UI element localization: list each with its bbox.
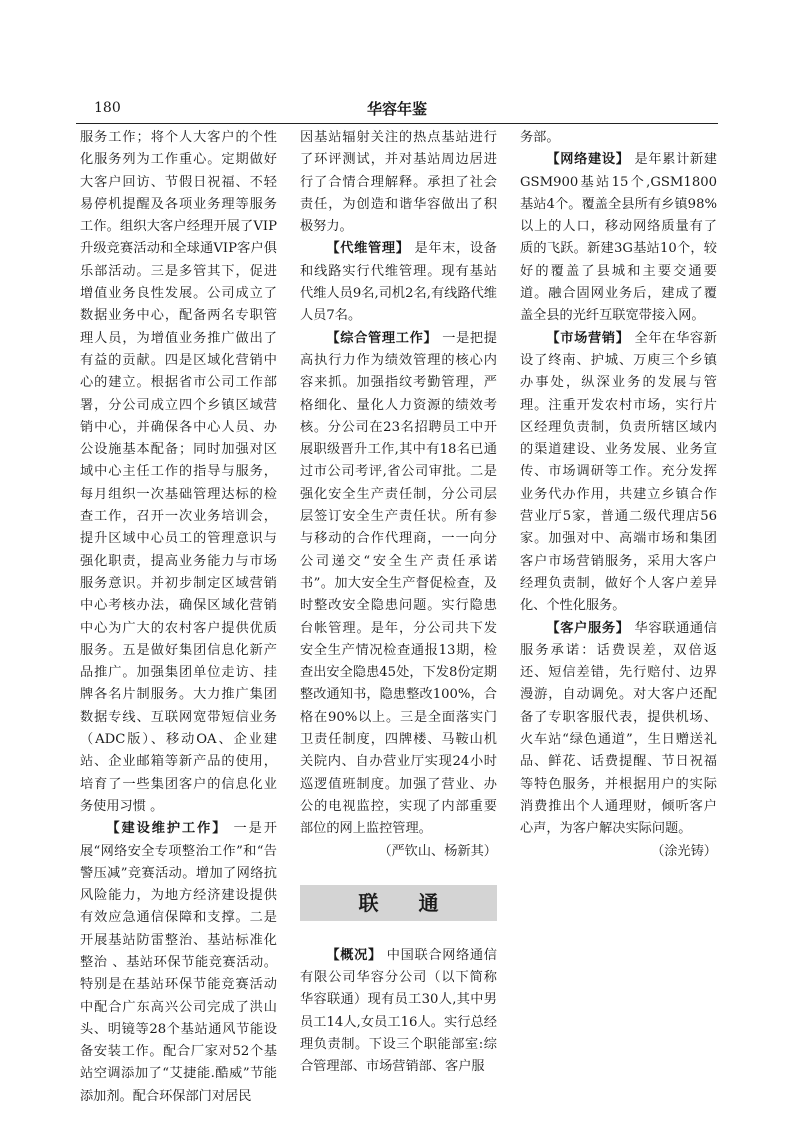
paragraph-body: 中国联合网络通信有限公司华容分公司（以下简称华容联通）现有员工30人,其中男员工14人,女员工16人。实行总经理负责制。下设三个职能部室:综合管理部、市场营销部、客户服 bbox=[300, 947, 497, 1075]
author-signature: （严钦山、杨新其） bbox=[378, 843, 497, 859]
paragraph-network-construction bbox=[520, 149, 717, 327]
paragraph-body: 是年末，设备和线路实行代维管理。现有基站代维人员9名,司机2名,有线路代维人员7名。 bbox=[300, 241, 497, 324]
paragraph-customer-service bbox=[520, 618, 717, 841]
paragraph-overview bbox=[300, 945, 497, 1079]
section-heading-overview: 【概况】 bbox=[326, 947, 382, 963]
paragraph-body: 全年在华容新设了终南、护城、万庾三个乡镇办事处，纵深业务的发展与管理。注重开发农村市场，实行片区经理负责制，负责所辖区域内的渠道建设、业务发展、业务宣传、市场调研等工作。充分发挥业务代办作用，共建立乡镇合作营业厅5家，普通二级代理店56家。加强对中、高端市场和集团客户市场营销服务，采用大客户经理负责制，做好个人客户差异化、个性化服务。 bbox=[520, 330, 717, 614]
paragraph-body: 一是开展“网络安全专项整治工作”和“告警压减”竞赛活动。增加了网络抗风险能力，为地方经济建设提供有效应急通信保障和支撑。二是开展基站防雷整治、基站标准化整治 、基站环保节能竞赛活动。特别是在基站环保节能竞赛活动中配合广东高兴公司完成了洪山头、明镜等28个基站通风节能设备安装工作。配合厂家对52个基站空调添加了“艾捷能.酷威”节能添加剂。配合环保部门对居民 bbox=[80, 821, 277, 1104]
paragraph-body: 一是把提高执行力作为绩效管理的核心内容来抓。加强指纹考勤管理，严格细化、量化人力资源的绩效考核。分公司在23名招聘员工中开展职级晋升工作,其中有18名已通过市公司考评,省公司审批。二是强化安全生产责任制，分公司层层签订安全生产责任状。所有参与移动的合作代理商，一一向分公司递交“安全生产责任承诺书”。加大安全生产督促检查，及时整改安全隐患问题。实行隐患台帐管理。是年，分公司共下发安全生产情况检查通报13期，检查出安全隐患45处，下发8份定期整改通知书，隐患整改100%，合格在90%以上。三是全面落实门卫责任制度，四牌楼、马鞍山机关院内、自办营业厅实现24小时巡逻值班制度。加强了营业、办公的电视监控，实现了内部重要部位的网上监控管理。 bbox=[300, 330, 497, 837]
paragraph-body: 是年累计新建GSM900基站15个,GSM1800基站4个。覆盖全县所有乡镇98%以上的人口，移动网络质量有了质的飞跃。新建3G基站10个，较好的覆盖了县城和主要交通要道。融合固网业务后，建成了覆盖全县的光纤互联宽带接入网。 bbox=[520, 152, 717, 324]
paragraph-marketing bbox=[520, 328, 717, 618]
section-heading-general-management: 【综合管理工作】 bbox=[326, 330, 438, 346]
paragraph-construction-maintenance bbox=[80, 818, 277, 1108]
section-heading-construction-maintenance: 【建设维护工作】 bbox=[106, 821, 228, 837]
paragraph-general-management bbox=[300, 328, 497, 841]
section-banner-unicom bbox=[300, 885, 497, 921]
running-title: 华容年鉴 bbox=[366, 100, 427, 118]
page-header bbox=[76, 98, 718, 120]
paragraph-overview-continued: 务部。 bbox=[520, 130, 560, 145]
section-heading-customer-service: 【客户服务】 bbox=[546, 620, 630, 636]
section-heading-network-construction: 【网络建设】 bbox=[546, 152, 630, 168]
column-2 bbox=[300, 127, 497, 1079]
paragraph-customer-service-continued: 服务工作；将个人大客户的个性化服务列为工作重心。定期做好大客户回访、节假日祝福、不轻易停机提醒及各项业务理等服务工作。组织大客户经理开展了VIP升级竞赛活动和全球通VIP客户俱乐部活动。三是多管其下，促进增值业务良性发展。公司成立了数据业务中心，配备两名专职管理人员，为增值业务推广做出了有益的贡献。四是区域化营销中心的建立。根据省市公司工作部署，分公司成立四个乡镇区域营销中心，并确保各中心人员、办公设施基本配备；同时加强对区域中心主任工作的指导与服务，每月组织一次基础管理达标的检查工作，召开一次业务培训会，提升区域中心员工的管理意识与强化职责，提高业务能力与市场服务意识。并初步制定区域营销中心考核办法，确保区域化营销中心为广大的农村客户提供优质服务。五是做好集团信息化新产品推广。加强集团单位走访、挂牌各名片制服务。大力推广集团数据专线、互联网宽带短信业务（ADC版）、移动OA、企业建站、企业邮箱等新产品的使用，培育了一些集团客户的信息化业务使用习惯 。 bbox=[80, 130, 277, 814]
section-heading-outsourced-maintenance: 【代维管理】 bbox=[326, 241, 410, 257]
paragraph-base-station-continued: 因基站辐射关注的热点基站进行了环评测试，并对基站周边居进行了合情合理解释。承担了社会责任，为创造和谐华容做出了积极努力。 bbox=[300, 130, 497, 235]
header-rule bbox=[76, 123, 718, 124]
column-3 bbox=[520, 127, 717, 863]
author-signature: （涂光铸） bbox=[651, 843, 717, 859]
column-1 bbox=[80, 127, 277, 1108]
paragraph-outsourced-maintenance bbox=[300, 238, 497, 327]
section-heading-marketing: 【市场营销】 bbox=[546, 330, 630, 346]
section-title: 联通 bbox=[358, 890, 479, 915]
paragraph-body: 华容联通通信服务承诺：话费误差，双倍返还、短信差错，先行赔付、边界漫游，自动调免。对大客户还配备了专职客服代表，提供机场、火车站“绿色通道”，生日赠送礼品、鲜花、话费提醒、节日祝福等特色服务，并根据用户的实际消费推出个人通理财，倾听客户心声，为客户解决实际问题。 bbox=[520, 620, 717, 837]
page-number: 180 bbox=[94, 100, 121, 116]
